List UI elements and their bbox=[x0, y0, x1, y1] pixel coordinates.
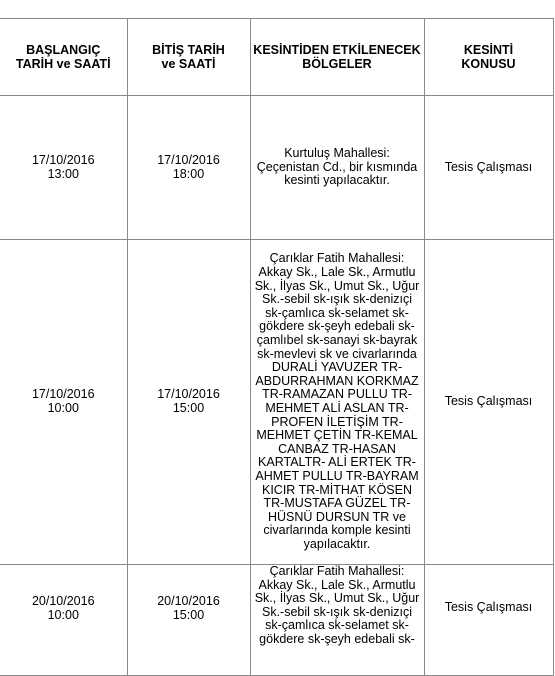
table-row bbox=[0, 565, 553, 676]
header-end: BİTİŞ TARİH ve SAATİ bbox=[127, 19, 250, 96]
power-outage-table bbox=[0, 18, 554, 676]
start-cell: 17/10/2016 10:00 bbox=[0, 240, 127, 565]
areas-cell: Çarıklar Fatih Mahallesi: Akkay Sk., Lale Sk., Armutlu Sk., İlyas Sk., Umut Sk., Uğur Sk.-sebil sk-ışık sk-denizıçi sk-çamlıca sk-selamet sk- gökdere sk-şeyh edebali sk- çamlıbel sk-sanayi sk-bayrak sk-mevlevi sk ve civarlarında DURALİ YAVUZER TR- ABDURRAHMAN KORKMAZ TR-RAMAZAN PULLU TR- MEHMET ALİ ASLAN TR- PROFEN İLETİŞİM TR- MEHMET ÇETİN TR-KEMAL CANBAZ TR-HASAN KARTALTR- ALİ ERTEK TR- AHMET PULLU TR-BAYRAM KICIR TR-MİTHAT KÖSEN TR-MUSTAFA GÜZEL TR- HÜSNÜ DURSUN TR ve civarlarında komple kesinti yapılacaktır. bbox=[250, 240, 424, 565]
header-row bbox=[0, 19, 553, 96]
header-start: BAŞLANGIÇ TARİH ve SAATİ bbox=[0, 19, 127, 96]
end-cell: 17/10/2016 18:00 bbox=[127, 96, 250, 240]
end-cell: 17/10/2016 15:00 bbox=[127, 240, 250, 565]
table-row bbox=[0, 240, 553, 565]
topic-cell: Tesis Çalışması bbox=[424, 565, 553, 676]
topic-cell: Tesis Çalışması bbox=[424, 96, 553, 240]
start-cell: 17/10/2016 13:00 bbox=[0, 96, 127, 240]
areas-cell: Kurtuluş Mahallesi: Çeçenistan Cd., bir kısmında kesinti yapılacaktır. bbox=[250, 96, 424, 240]
topic-cell: Tesis Çalışması bbox=[424, 240, 553, 565]
table-row bbox=[0, 96, 553, 240]
start-cell: 20/10/2016 10:00 bbox=[0, 565, 127, 676]
header-areas: KESİNTİDEN ETKİLENECEK BÖLGELER bbox=[250, 19, 424, 96]
end-cell: 20/10/2016 15:00 bbox=[127, 565, 250, 676]
header-topic: KESİNTİ KONUSU bbox=[424, 19, 553, 96]
areas-cell: Çarıklar Fatih Mahallesi: Akkay Sk., Lale Sk., Armutlu Sk., İlyas Sk., Umut Sk., Uğur Sk.-sebil sk-ışık sk-denizıçi sk-çamlıca sk-selamet sk- gökdere sk-şeyh edebali sk- bbox=[250, 565, 424, 676]
